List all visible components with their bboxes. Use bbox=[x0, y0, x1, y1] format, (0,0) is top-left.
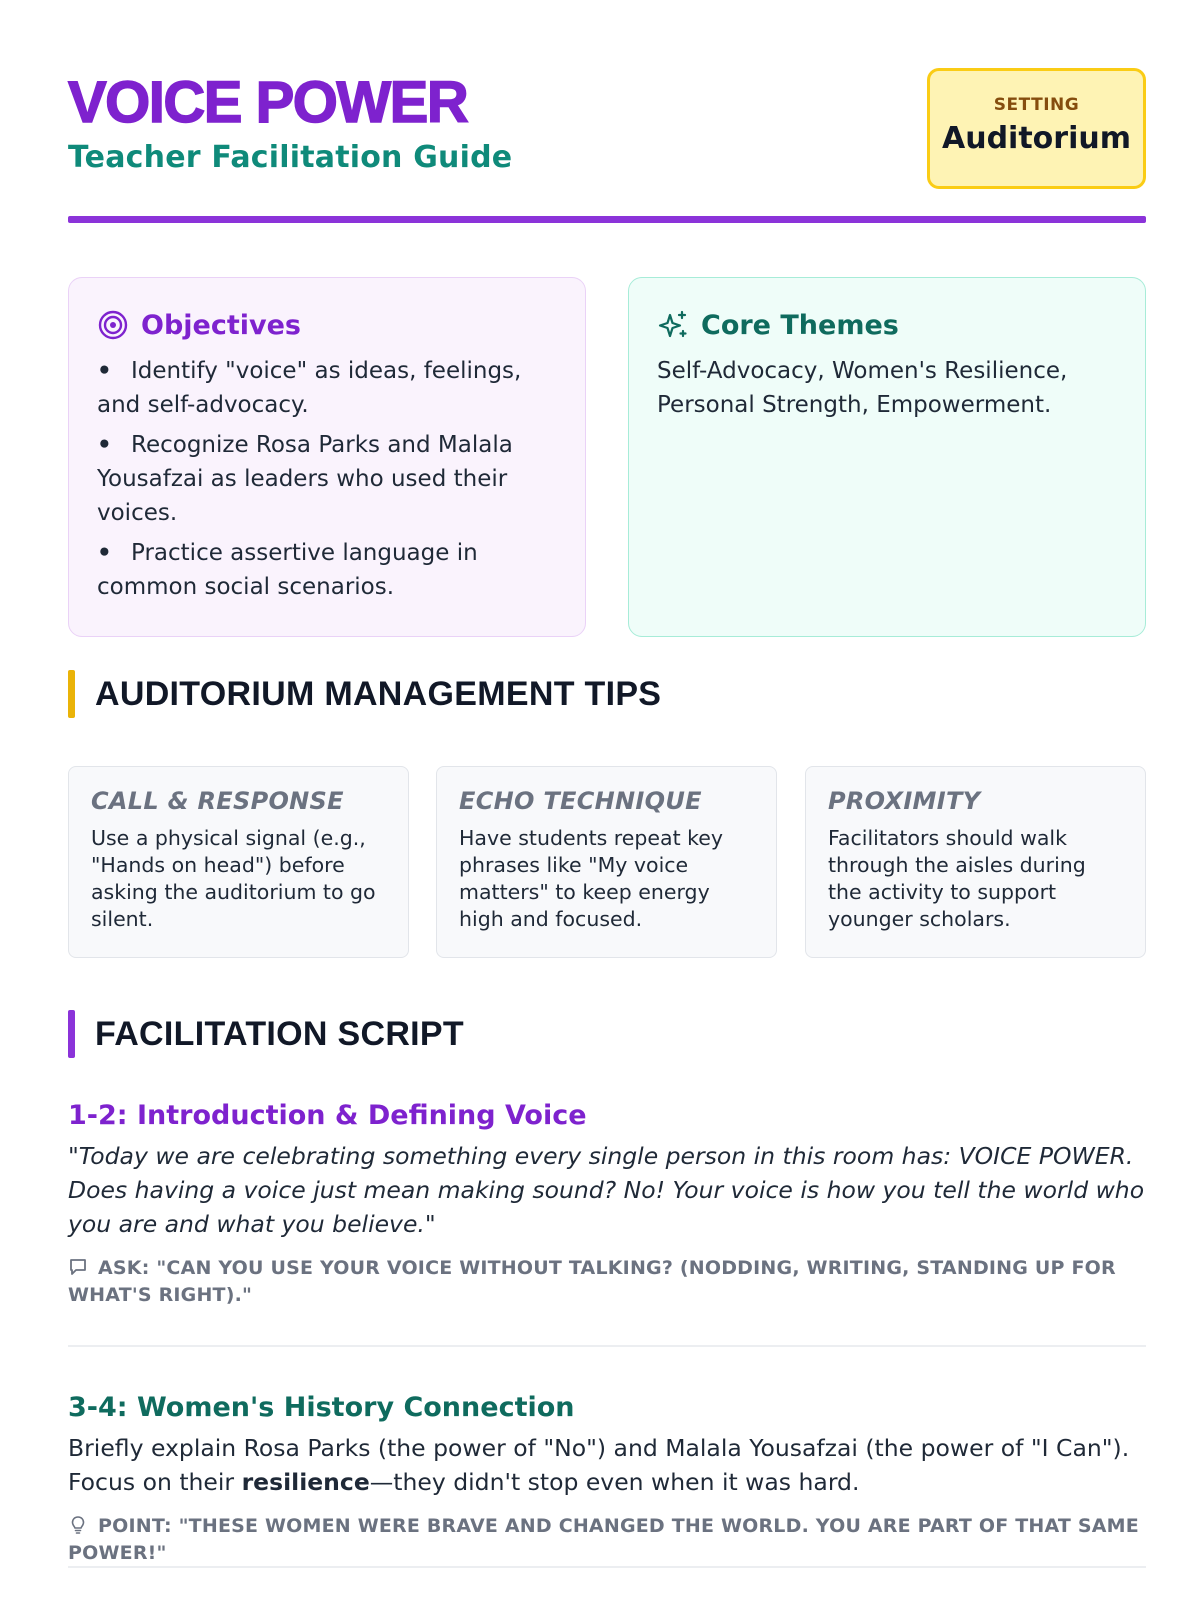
sparkles-icon bbox=[657, 309, 689, 341]
script-step-note bbox=[68, 1513, 1146, 1567]
core-themes-card bbox=[628, 277, 1146, 637]
core-themes-title: Core Themes bbox=[701, 309, 899, 341]
page-subtitle: Teacher Facilitation Guide bbox=[68, 140, 513, 175]
list-item: • Recognize Rosa Parks and Malala Yousafzai as leaders who used their voices. bbox=[97, 432, 513, 526]
script-step-heading: 3-4: Women's History Connection bbox=[68, 1392, 575, 1423]
objectives-list bbox=[97, 354, 557, 604]
script-step-note bbox=[68, 1255, 1146, 1309]
script-divider bbox=[68, 1345, 1146, 1347]
tip-body: Use a physical signal (e.g., "Hands on head") before asking the auditorium to go silent. bbox=[91, 826, 376, 931]
tip-card-proximity bbox=[805, 766, 1146, 958]
setting-value: Auditorium bbox=[942, 121, 1131, 156]
emphasis-text: resilience bbox=[241, 1468, 370, 1496]
header bbox=[68, 68, 1146, 188]
tip-card-echo-technique bbox=[436, 766, 777, 958]
speech-bubble-icon bbox=[68, 1257, 88, 1277]
section-accent-bar bbox=[68, 670, 75, 718]
script-section-title: FACILITATION SCRIPT bbox=[95, 1014, 464, 1053]
script-note-text: ASK: "CAN YOU USE YOUR VOICE WITHOUT TALKING? (NODDING, WRITING, STANDING UP FOR WHAT'S RIGHT)." bbox=[68, 1257, 1116, 1306]
tip-body: Have students repeat key phrases like "My voice matters" to keep energy high and focused. bbox=[459, 826, 724, 931]
tips-section-title: AUDITORIUM MANAGEMENT TIPS bbox=[95, 674, 662, 713]
page bbox=[68, 0, 1146, 1600]
tips-section-header bbox=[68, 670, 661, 718]
list-item: • Practice assertive language in common social scenarios. bbox=[97, 540, 478, 600]
tip-title: CALL & RESPONSE bbox=[91, 787, 344, 815]
script-step-text: Briefly explain Rosa Parks (the power of "No") and Malala Yousafzai (the power of "I Can"). Focus on their resilience—they didn't stop even when it was hard. bbox=[68, 1434, 1130, 1496]
script-step-heading: 1-2: Introduction & Defining Voice bbox=[68, 1100, 587, 1131]
page-title: VOICE POWER bbox=[68, 70, 468, 135]
target-icon bbox=[97, 309, 129, 341]
objectives-header bbox=[97, 306, 557, 344]
setting-label: SETTING bbox=[993, 95, 1080, 115]
list-item: • Identify "voice" as ideas, feelings, and self-advocacy. bbox=[97, 358, 522, 418]
tip-title: ECHO TECHNIQUE bbox=[459, 787, 702, 815]
script-step-1 bbox=[68, 1100, 1146, 1309]
tip-title: PROXIMITY bbox=[828, 787, 981, 815]
core-themes-text: Self-Advocacy, Women's Resilience, Personal Strength, Empowerment. bbox=[657, 358, 1068, 418]
script-divider bbox=[68, 1566, 1146, 1568]
tip-body: Facilitators should walk through the aisles during the activity to support younger scholars. bbox=[828, 826, 1086, 931]
objectives-title: Objectives bbox=[141, 309, 301, 341]
lightbulb-icon bbox=[68, 1515, 88, 1535]
core-themes-header bbox=[657, 306, 1117, 344]
setting-badge bbox=[927, 68, 1146, 189]
script-section-header bbox=[68, 1010, 464, 1058]
header-divider bbox=[68, 216, 1146, 223]
script-step-2 bbox=[68, 1392, 1146, 1567]
tip-card-call-response bbox=[68, 766, 409, 958]
objectives-card bbox=[68, 277, 586, 637]
script-step-text: "Today we are celebrating something every single person in this room has: VOICE POWER. Does having a voice just mean making sound? No! Your voice is how you tell the world who you are and what you believe." bbox=[68, 1142, 1145, 1238]
section-accent-bar bbox=[68, 1010, 75, 1058]
script-note-text: POINT: "THESE WOMEN WERE BRAVE AND CHANGED THE WORLD. YOU ARE PART OF THAT SAME POWER!" bbox=[68, 1515, 1139, 1564]
